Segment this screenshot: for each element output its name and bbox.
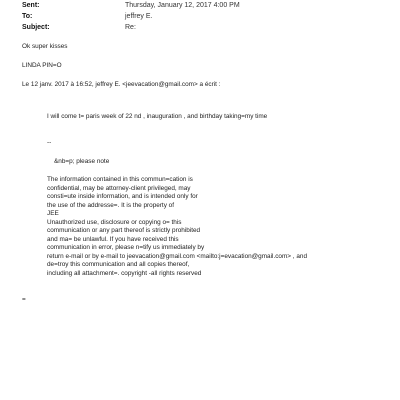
email-header bbox=[22, 0, 392, 33]
to-row bbox=[22, 11, 392, 22]
please-note-text: &nb=p; please note bbox=[54, 158, 110, 165]
quote-intro: Le 12 janv. 2017 à 16:52, jeffrey E. <jeevacation@gmail.com> a écrit : bbox=[22, 81, 221, 88]
disclaimer-line: return e-mail or by e-mail to jeevacation@gmail.com <mailto:j=evacation@gmail.com> , and bbox=[47, 252, 308, 260]
subject-value: Re: bbox=[125, 24, 136, 31]
trailing-mark: = bbox=[22, 296, 26, 303]
to-label: To: bbox=[22, 13, 33, 20]
disclaimer-line: JEE bbox=[47, 210, 59, 217]
sent-value: Thursday, January 12, 2017 4:00 PM bbox=[125, 2, 240, 9]
disclaimer-line: communication in error, please n=tify us immediately by bbox=[47, 244, 205, 251]
sent-label: Sent: bbox=[22, 2, 40, 9]
disclaimer-line: The information contained in this commun=cation is bbox=[47, 176, 193, 183]
disclaimer-line: consti=ute inside information, and is intended only for bbox=[47, 193, 198, 200]
signature-text: LINDA PIN=O bbox=[22, 62, 62, 69]
disclaimer-line: the use of the addresse=. It is the property of bbox=[47, 201, 175, 209]
sent-row bbox=[22, 0, 392, 11]
disclaimer-line: Unauthorized use, disclosure or copying o= this bbox=[47, 218, 182, 226]
subject-label: Subject: bbox=[22, 24, 50, 31]
disclaimer-line: communication or any part thereof is strictly prohibited bbox=[47, 227, 201, 234]
separator-text: -- bbox=[47, 139, 52, 146]
disclaimer-line: including all attachment=. copyright -all rights reserved bbox=[47, 269, 202, 277]
subject-row bbox=[22, 22, 392, 33]
greeting-text: Ok super kisses bbox=[22, 43, 68, 50]
disclaimer-line: confidential, may be attorney-client privileged, may bbox=[47, 184, 191, 192]
to-value: jeffrey E. bbox=[125, 13, 153, 20]
disclaimer-line: and ma= be unlawful. If you have received this bbox=[47, 235, 179, 243]
disclaimer-line: de=troy this communication and all copies thereof, bbox=[47, 261, 190, 268]
disclaimer-block bbox=[47, 176, 307, 278]
quoted-message: I will come t= paris week of 22 nd , inauguration , and birthday taking=my time bbox=[47, 113, 268, 120]
